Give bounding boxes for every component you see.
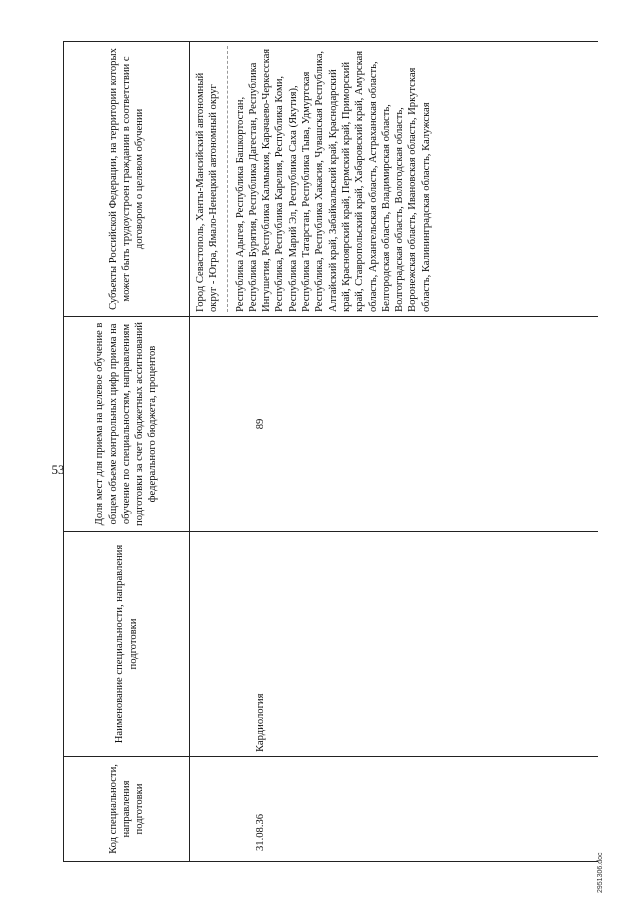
header-name: Наименование специальности, направления подготовки	[64, 532, 190, 757]
table-row	[190, 42, 599, 862]
share-value: 89	[255, 418, 266, 430]
name-value: Кардиология	[255, 693, 266, 752]
code-value: 31.08.36	[255, 813, 266, 851]
document-table	[63, 41, 598, 862]
table-header-row	[64, 42, 190, 862]
header-subjects: Субъекты Российской Федерации, на территории которых может быть трудоустроен гражданин в соответствии с договором о целевом обучении	[64, 42, 190, 317]
subjects-text: Республика Адыгея, Республика Башкортостан, Республика Бурятия, Республика Дагестан, Республика Ингушетия, Республика Калмыкия, Карачаево-Черкесская Республика, Республика Карелия, Республика Коми, Республика Марий Эл, Республика Саха (Якутия), Республика Татарстан, Республика Тыва, Удмуртская Республика, Республика Хакасия, Чувашская Республика, Алтайский край, Забайкальский край, Краснодарский край, Красноярский край, Пермский край, Приморский край, Ставропольский край, Хабаровский край, Амурская область, Архангельская область, Астраханская область, Белгородская область, Владимирская область, Волгоградская область, Вологодская область, Воронежская область, Ивановская область, Иркутская область, Калининградская область, Калужская	[234, 48, 432, 312]
document-footer: 2951306.doc	[597, 852, 604, 893]
cell-subjects	[190, 42, 599, 317]
header-share: Доля мест для приема на целевое обучение в общем объеме контрольных цифр приема на обучение по специальностям, направлениям подготовки за счет бюджетных ассигнований федерального бюджета, процентов	[64, 317, 190, 532]
cell-share	[190, 317, 599, 532]
cell-name	[190, 532, 599, 757]
cell-code	[190, 757, 599, 862]
document-table-wrapper	[63, 42, 598, 862]
prev-subjects-text: Город Севастополь, Ханты-Мансийский автономный округ - Югра, Ямало-Ненецкий автономный округ	[194, 46, 228, 312]
header-code: Код специальности, направления подготовки	[64, 757, 190, 862]
page-number: 53	[51, 462, 65, 477]
